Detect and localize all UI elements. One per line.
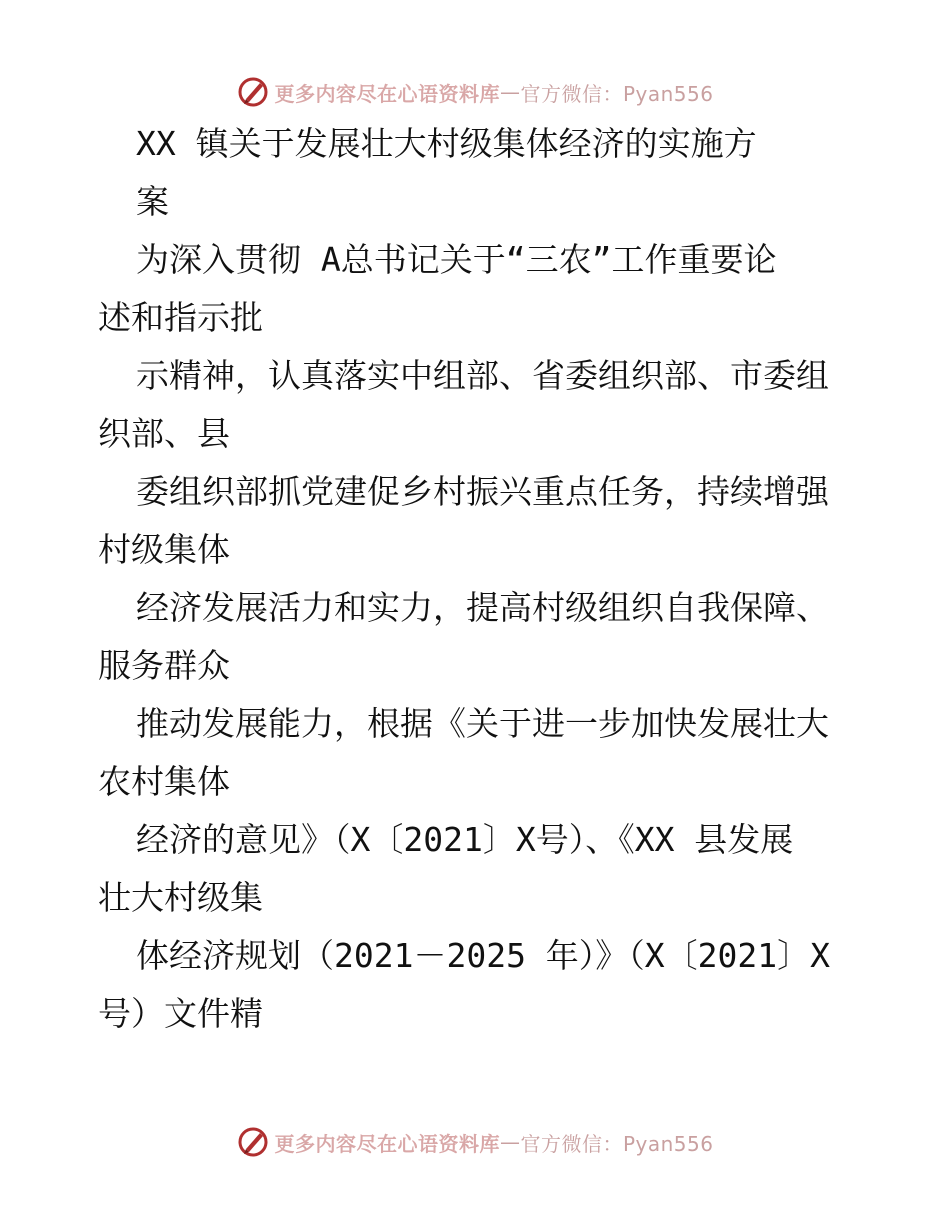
watermark-wechat: 官方微信：Pyan556 xyxy=(520,81,714,106)
text-line: 壮大村级集 xyxy=(98,878,263,917)
watermark-separator: — xyxy=(499,1130,521,1154)
watermark-separator: — xyxy=(499,80,521,104)
text-line: 织部、县 xyxy=(98,414,230,453)
watermark-wechat: 官方微信：Pyan556 xyxy=(520,1131,714,1156)
pen-logo-icon xyxy=(236,1125,270,1159)
title-line-2: 案 xyxy=(136,182,169,221)
text-line: 为深入贯彻 A总书记关于“三农”工作重要论 xyxy=(136,240,777,279)
text-line: 农村集体 xyxy=(98,762,230,801)
text-line: 推动发展能力，根据《关于进一步加快发展壮大 xyxy=(136,704,829,743)
text-line: 经济的意见》（X〔2021〕X号）、《XX 县发展 xyxy=(136,820,794,859)
watermark-text: 更多内容尽在心语资料库 xyxy=(274,81,500,106)
pen-logo-icon xyxy=(236,75,270,109)
title-line-1: XX 镇关于发展壮大村级集体经济的实施方 xyxy=(136,124,757,163)
text-line: 经济发展活力和实力，提高村级组织自我保障、 xyxy=(136,588,829,627)
text-line: 体经济规划（2021－2025 年）》（X〔2021〕X xyxy=(136,936,831,975)
text-line: 村级集体 xyxy=(98,530,230,569)
footer-watermark xyxy=(0,1122,950,1162)
text-line: 述和指示批 xyxy=(98,298,263,337)
text-line: 号）文件精 xyxy=(98,994,263,1033)
text-line: 委组织部抓党建促乡村振兴重点任务，持续增强 xyxy=(136,472,829,511)
text-line: 服务群众 xyxy=(98,646,230,685)
watermark-text: 更多内容尽在心语资料库 xyxy=(274,1131,500,1156)
header-watermark xyxy=(0,72,950,112)
text-line: 示精神，认真落实中组部、省委组织部、市委组 xyxy=(136,356,829,395)
